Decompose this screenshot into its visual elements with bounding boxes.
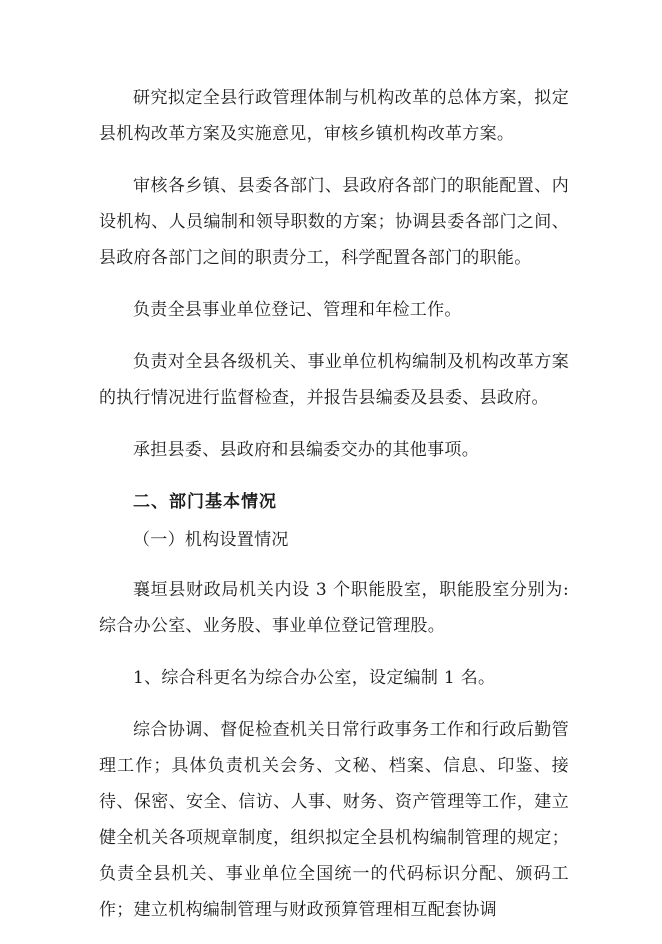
paragraph-reform-plan: 研究拟定全县行政管理体制与机构改革的总体方案，拟定县机构改革方案及实施意见，审核乡镇机构改革方案。 xyxy=(99,88,569,144)
paragraph-office-duties: 综合协调、督促检查机关日常行政事务工作和行政后勤管理工作；具体负责机关会务、文秘、档案、信息、印鉴、接待、保密、安全、信访、人事、财务、资产管理等工作，建立健全机关各项规章制度，组织拟定全县机构编制管理的规定；负责全县机关、事业单位全国统一的代码标识分配、颁码工作；建立机构编制管理与财政预算管理相互配套协调 xyxy=(99,720,569,920)
document-body xyxy=(99,80,569,944)
paragraph-office-rename: 1、综合科更名为综合办公室，设定编制 1 名。 xyxy=(133,668,496,688)
section-heading: 二、部门基本情况 xyxy=(133,492,277,512)
paragraph-registration: 负责全县事业单位登记、管理和年检工作。 xyxy=(133,300,462,320)
paragraph-supervision: 负责对全县各级机关、事业单位机构编制及机构改革方案的执行情况进行监督检查，并报告县编委及县委、县政府。 xyxy=(99,352,569,408)
paragraph-other-matters: 承担县委、县政府和县编委交办的其他事项。 xyxy=(133,440,479,460)
subsection-heading: （一）机构设置情况 xyxy=(133,530,289,550)
paragraph-offices: 襄垣县财政局机关内设 3 个职能股室，职能股室分别为:综合办公室、业务股、事业单位登记管理股。 xyxy=(99,580,569,636)
paragraph-review-functions: 审核各乡镇、县委各部门、县政府各部门的职能配置、内设机构、人员编制和领导职数的方案；协调县委各部门之间、县政府各部门之间的职责分工，科学配置各部门的职能。 xyxy=(99,176,569,268)
